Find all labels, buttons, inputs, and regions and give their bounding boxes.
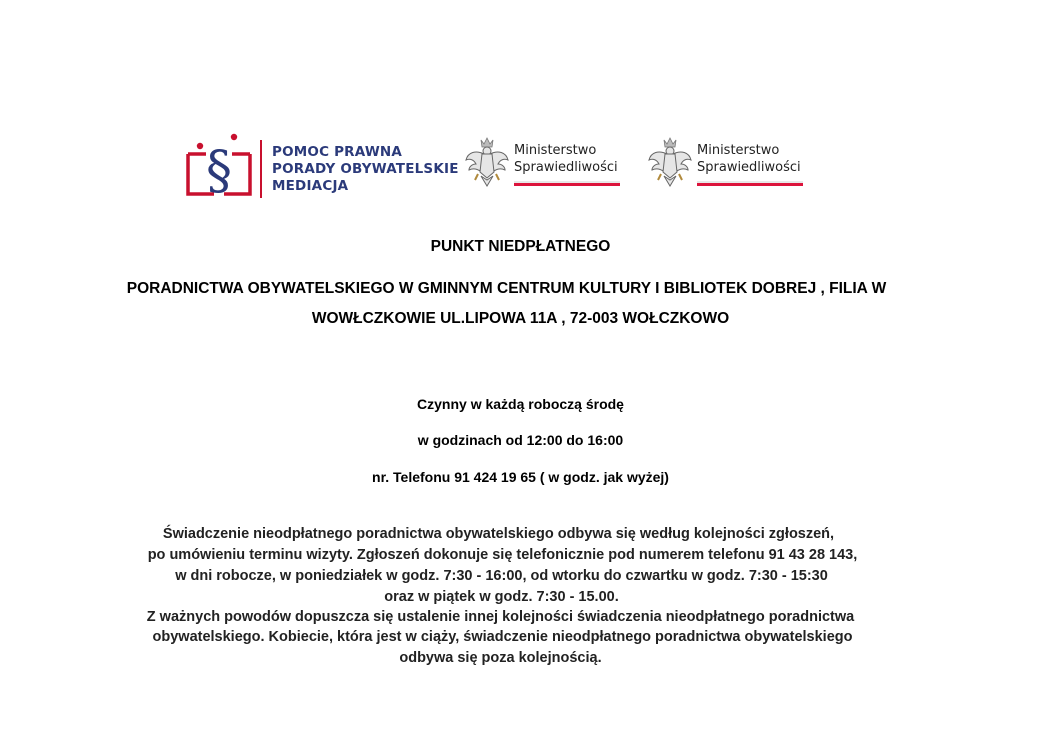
notice-line-7: odbywa się poza kolejnością.	[399, 650, 602, 666]
heading-line-3: WOWŁCZKOWIE UL.LIPOWA 11A , 72-003 WOŁCZKOWO	[311, 310, 730, 327]
pomoc-prawna-line-3: MEDIACJA	[272, 178, 349, 194]
section-sign-book-icon	[184, 132, 254, 202]
notice-line-4: oraz w piątek w godz. 7:30 - 15.00.	[384, 589, 619, 605]
ministry-1-line-2: Sprawiedliwości	[514, 160, 618, 175]
ministry-name-1	[514, 142, 618, 176]
ministry-flag-bar-1	[514, 181, 620, 186]
ministry-2-line-1: Ministerstwo	[697, 143, 780, 158]
schedule-days: Czynny w każdą roboczą środę	[417, 396, 624, 412]
polish-eagle-emblem-icon	[647, 136, 693, 188]
ministry-1-line-1: Ministerstwo	[514, 143, 597, 158]
schedule-phone: nr. Telefonu 91 424 19 65 ( w godz. jak wyżej)	[372, 469, 669, 485]
notice-line-3: w dni robocze, w poniedziałek w godz. 7:30 - 16:00, od wtorku do czwartku w godz. 7:30 - 15:30	[175, 568, 828, 584]
heading-line-1: PUNKT NIEDPŁATNEGO	[430, 238, 611, 255]
notice-line-2: po umówieniu terminu wizyty. Zgłoszeń dokonuje się telefonicznie pod numerem telefonu 91 43 28 143,	[147, 547, 858, 563]
pomoc-prawna-wordmark	[272, 144, 459, 195]
pomoc-prawna-line-2: PORADY OBYWATELSKIE	[272, 161, 459, 177]
notice-line-6: obywatelskiego. Kobiecie, która jest w ciąży, świadczenie nieodpłatnego poradnictwa obywatelskiego	[152, 629, 853, 645]
notice-line-5: Z ważnych powodów dopuszcza się ustalenie innej kolejności świadczenia nieodpłatnego poradnictwa	[146, 609, 855, 625]
polish-eagle-emblem-icon	[464, 136, 510, 188]
ministry-flag-bar-2	[697, 181, 803, 186]
ministry-2-line-2: Sprawiedliwości	[697, 160, 801, 175]
notice-line-1: Świadczenie nieodpłatnego poradnictwa obywatelskiego odbywa się według kolejności zgłoszeń,	[162, 526, 835, 542]
schedule-hours: w godzinach od 12:00 do 16:00	[417, 432, 624, 448]
pomoc-prawna-line-1: POMOC PRAWNA	[272, 144, 403, 160]
svg-text:§: §	[206, 141, 232, 201]
heading-line-2: PORADNICTWA OBYWATELSKIEGO W GMINNYM CENTRUM KULTURY I BIBLIOTEK DOBREJ , FILIA W	[126, 280, 887, 297]
ministry-name-2	[697, 142, 801, 176]
logo-divider	[260, 140, 262, 198]
